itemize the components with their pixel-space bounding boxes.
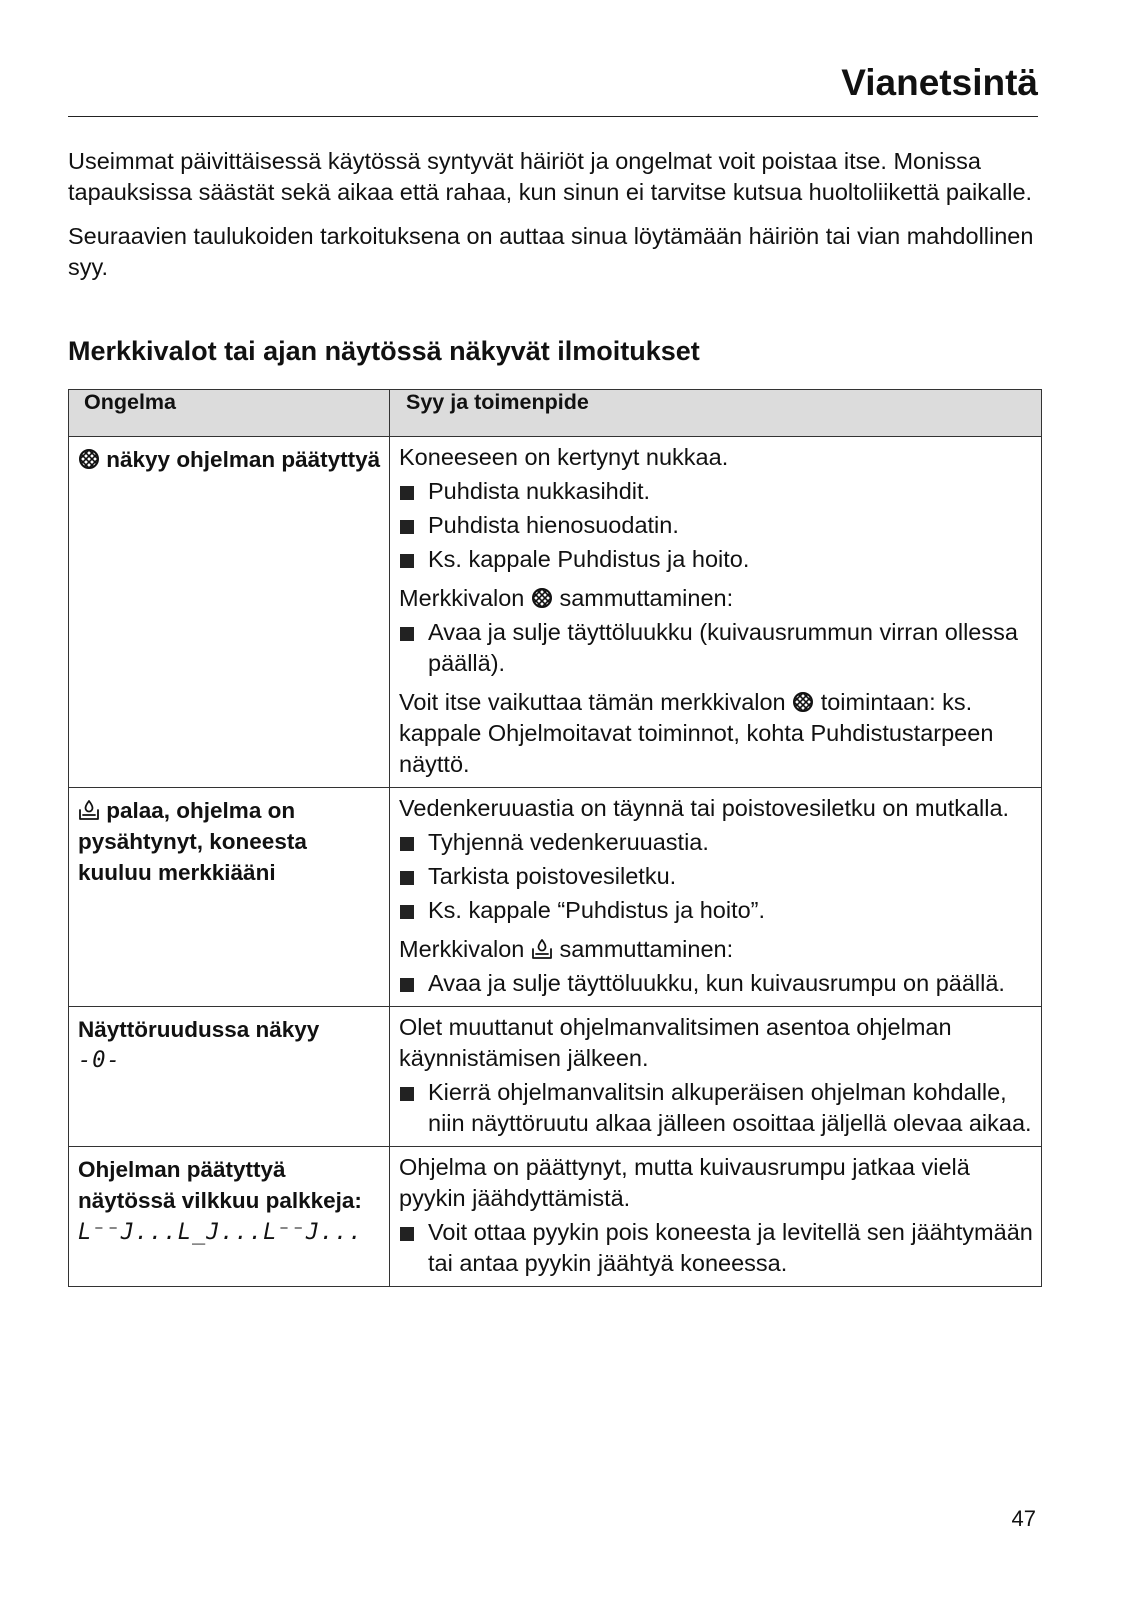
cause-text-part: sammuttaminen:	[559, 936, 734, 962]
problem-text: näkyy ohjelman päätyttyä	[106, 447, 381, 472]
action-item: Tyhjennä vedenkeruuastia.	[399, 827, 1033, 858]
title-divider	[68, 116, 1038, 117]
lint-filter-icon	[792, 691, 814, 713]
action-item: Ks. kappale “Puhdistus ja hoito”.	[399, 895, 1033, 926]
lint-filter-icon	[78, 448, 100, 470]
section-heading: Merkkivalot tai ajan näytössä näkyvät ilmoitukset	[68, 336, 700, 366]
lint-filter-icon	[531, 587, 553, 609]
table-row	[69, 788, 1042, 1007]
action-item: Puhdista nukkasihdit.	[399, 476, 1033, 507]
action-item: Ks. kappale Puhdistus ja hoito.	[399, 544, 1033, 575]
cause-cell	[390, 788, 1042, 1007]
cause-text-part: sammuttaminen:	[559, 585, 734, 611]
action-item: Tarkista poistovesiletku.	[399, 861, 1033, 892]
cause-text-part: toimintaan: ks. kappale Ohjelmoitavat toiminnot, kohta Puhdistustarpeen näyttö.	[399, 689, 994, 777]
column-header-cause: Syy ja toimenpide	[390, 390, 1042, 437]
problem-cell	[69, 437, 390, 788]
cause-text: Ohjelma on päättynyt, mutta kuivausrumpu jatkaa vielä pyykin jäähdyttämistä.	[399, 1154, 970, 1211]
water-container-icon	[531, 938, 553, 960]
cause-cell	[390, 1007, 1042, 1147]
action-item: Kierrä ohjelmanvalitsin alkuperäisen ohjelman kohdalle, niin näyttöruutu alkaa jälleen osoittaa jäljellä olevaa aikaa.	[399, 1077, 1033, 1139]
water-container-icon	[78, 799, 100, 821]
problem-cell	[69, 1147, 390, 1287]
intro-paragraph: Useimmat päivittäisessä käytössä syntyvät häiriöt ja ongelmat voit poistaa itse. Monissa tapauksissa säästät sekä aikaa että rahaa, kun sinun ei tarvitse kutsua huoltoliikettä paikalle.	[68, 148, 1033, 205]
display-readout: L⁻⁻J...L_J...L⁻⁻J...	[78, 1220, 363, 1245]
problem-cell	[69, 788, 390, 1007]
cause-text-part: Merkkivalon	[399, 585, 525, 611]
cause-text: Vedenkeruuastia on täynnä tai poistovesiletku on mutkalla.	[399, 795, 1010, 821]
table-row	[69, 1147, 1042, 1287]
cause-text: Koneeseen on kertynyt nukkaa.	[399, 444, 729, 470]
intro-text	[68, 146, 1038, 296]
page-title: Vianetsintä	[841, 62, 1038, 103]
column-header-problem: Ongelma	[69, 390, 390, 437]
action-item: Voit ottaa pyykin pois koneesta ja levitellä sen jäähtymään tai antaa pyykin jäähtyä koneessa.	[399, 1217, 1033, 1279]
problem-text: Näyttöruudussa näkyy	[78, 1017, 320, 1042]
action-item: Puhdista hienosuodatin.	[399, 510, 1033, 541]
cause-cell	[390, 437, 1042, 788]
cause-text: Olet muuttanut ohjelmanvalitsimen asentoa ohjelman käynnistämisen jälkeen.	[399, 1014, 952, 1071]
action-item: Avaa ja sulje täyttöluukku, kun kuivausrumpu on päällä.	[399, 968, 1033, 999]
action-item: Avaa ja sulje täyttöluukku (kuivausrummun virran ollessa päällä).	[399, 617, 1033, 679]
table-header-row	[69, 390, 1042, 437]
problem-text: palaa, ohjelma on pysähtynyt, koneesta kuuluu merkkiääni	[78, 798, 307, 885]
cause-text	[399, 934, 1033, 965]
cause-text	[399, 687, 1033, 780]
cause-text	[399, 583, 1033, 614]
display-readout: -0-	[78, 1048, 121, 1073]
cause-text-part: Voit itse vaikuttaa tämän merkkivalon	[399, 689, 786, 715]
table-row	[69, 1007, 1042, 1147]
table-row	[69, 437, 1042, 788]
cause-text-part: Merkkivalon	[399, 936, 525, 962]
intro-paragraph: Seuraavien taulukoiden tarkoituksena on auttaa sinua löytämään häiriön tai vian mahdollinen syy.	[68, 223, 1034, 280]
problem-text: Ohjelman päätyttyä näytössä vilkkuu palkkeja:	[78, 1157, 362, 1213]
troubleshooting-table	[68, 389, 1042, 1287]
page-number: 47	[1011, 1506, 1036, 1531]
problem-cell	[69, 1007, 390, 1147]
cause-cell	[390, 1147, 1042, 1287]
